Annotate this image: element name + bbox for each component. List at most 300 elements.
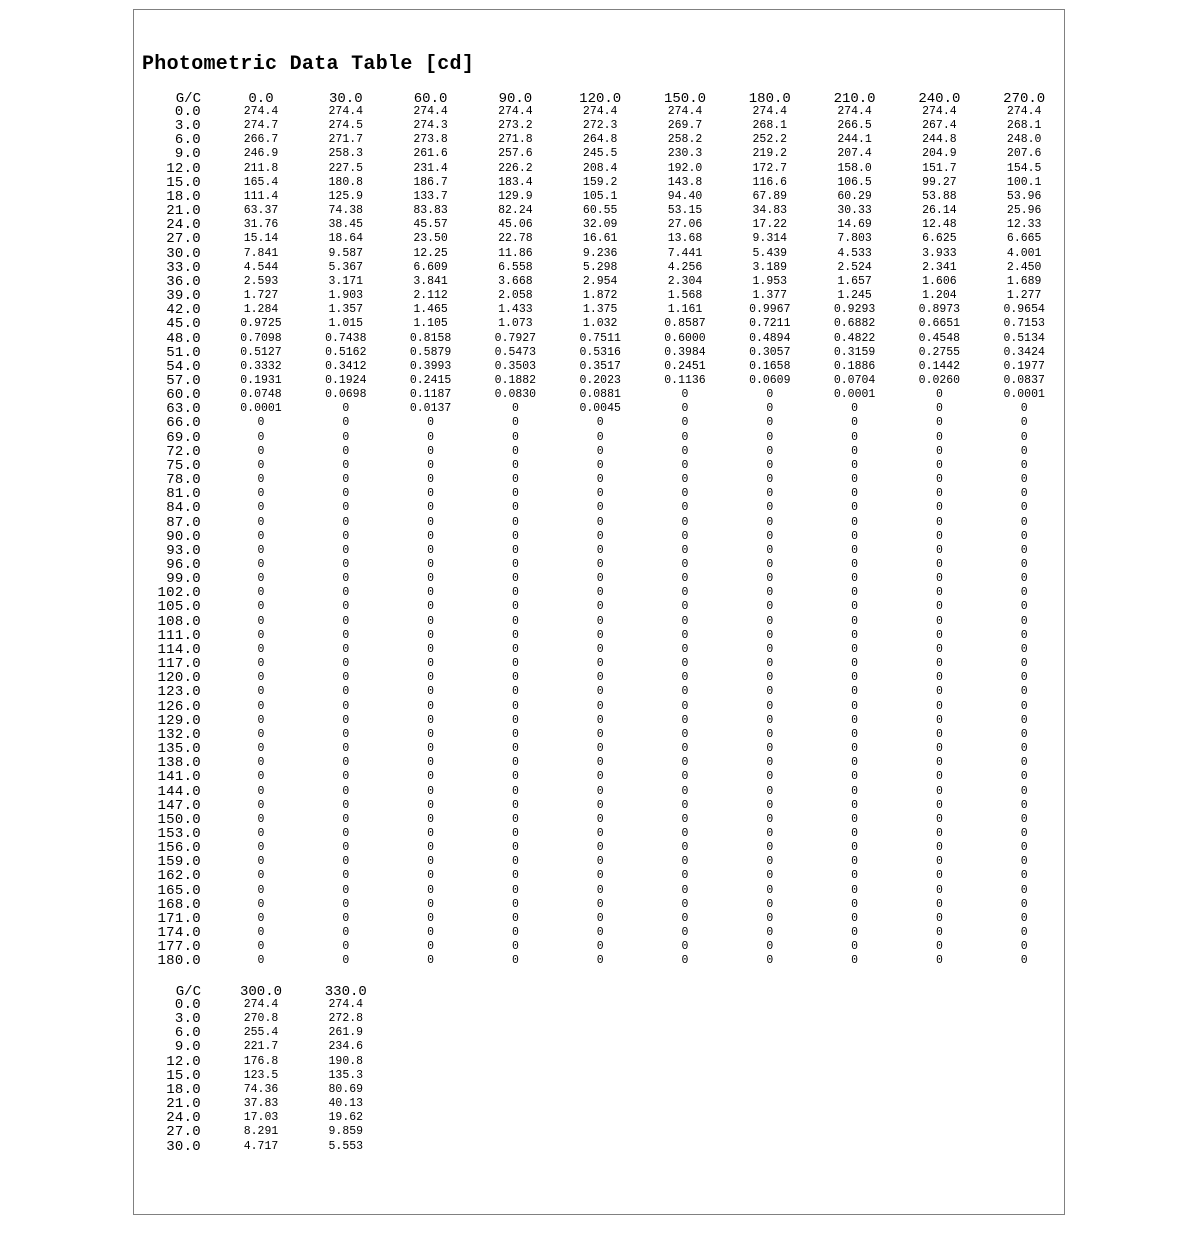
intensity-value: 0 bbox=[935, 543, 943, 557]
gc-header: G/C bbox=[175, 91, 201, 107]
intensity-value: 273.2 bbox=[498, 119, 533, 133]
intensity-value: 0 bbox=[851, 628, 859, 642]
intensity-value: 0 bbox=[257, 501, 265, 515]
intensity-value: 0 bbox=[851, 586, 859, 600]
gamma-label: 12.0 bbox=[166, 1053, 201, 1070]
intensity-value: 0 bbox=[596, 897, 604, 911]
intensity-value: 0 bbox=[1020, 558, 1028, 571]
intensity-value: 244.1 bbox=[837, 133, 872, 147]
c-plane-header: 270.0 bbox=[1003, 91, 1046, 107]
intensity-value: 0 bbox=[1020, 628, 1028, 642]
intensity-value: 37.83 bbox=[243, 1097, 279, 1111]
intensity-value: 13.68 bbox=[667, 232, 703, 246]
intensity-value: 248.0 bbox=[1006, 133, 1042, 147]
intensity-value: 0 bbox=[257, 883, 265, 897]
intensity-value: 0 bbox=[342, 558, 350, 571]
intensity-value: 18.64 bbox=[328, 232, 364, 246]
intensity-value: 1.689 bbox=[1006, 274, 1042, 288]
intensity-value: 0 bbox=[935, 430, 943, 444]
intensity-value: 0 bbox=[511, 798, 519, 812]
intensity-value: 1.015 bbox=[328, 317, 364, 331]
intensity-value: 0 bbox=[427, 543, 435, 557]
c-plane-header: 60.0 bbox=[413, 91, 448, 107]
intensity-value: 0 bbox=[596, 798, 604, 812]
intensity-value: 0 bbox=[766, 940, 774, 954]
gamma-label: 45.0 bbox=[166, 316, 201, 333]
c-plane-column bbox=[984, 91, 1064, 969]
intensity-value: 2.450 bbox=[1006, 260, 1042, 274]
intensity-value: 0 bbox=[342, 642, 350, 656]
intensity-value: 0 bbox=[342, 798, 350, 812]
intensity-value: 0 bbox=[681, 458, 689, 472]
intensity-value: 0 bbox=[257, 699, 265, 713]
gamma-label: 36.0 bbox=[166, 273, 201, 290]
intensity-value: 2.593 bbox=[243, 274, 279, 288]
intensity-value: 0 bbox=[851, 600, 859, 614]
intensity-value: 0.3984 bbox=[664, 345, 706, 359]
intensity-value: 0 bbox=[851, 926, 859, 940]
gamma-column bbox=[141, 91, 201, 970]
intensity-value: 1.357 bbox=[328, 303, 364, 317]
intensity-value: 0 bbox=[766, 416, 774, 430]
intensity-value: 0 bbox=[935, 628, 943, 642]
intensity-value: 0 bbox=[427, 501, 435, 515]
intensity-value: 0.2023 bbox=[579, 373, 621, 387]
intensity-value: 234.6 bbox=[328, 1040, 364, 1054]
intensity-value: 0 bbox=[427, 515, 435, 529]
intensity-value: 0 bbox=[257, 940, 265, 954]
intensity-value: 0 bbox=[935, 600, 943, 614]
intensity-value: 0 bbox=[511, 841, 519, 855]
intensity-value: 0 bbox=[851, 685, 859, 699]
intensity-value: 123.5 bbox=[243, 1068, 279, 1082]
intensity-value: 0.1442 bbox=[918, 359, 961, 373]
intensity-value: 0 bbox=[257, 770, 265, 784]
intensity-value: 0 bbox=[1020, 770, 1028, 784]
intensity-value: 1.245 bbox=[837, 289, 872, 303]
intensity-value: 0 bbox=[596, 458, 604, 472]
intensity-value: 0 bbox=[511, 586, 519, 600]
intensity-value: 9.314 bbox=[752, 232, 788, 246]
intensity-value: 11.86 bbox=[498, 246, 533, 260]
intensity-value: 8.291 bbox=[243, 1125, 279, 1139]
intensity-value: 0 bbox=[851, 954, 859, 968]
intensity-value: 0 bbox=[935, 699, 943, 713]
intensity-value: 2.058 bbox=[498, 289, 533, 303]
gamma-label: 54.0 bbox=[166, 358, 201, 375]
intensity-value: 0 bbox=[511, 713, 519, 727]
intensity-value: 0 bbox=[257, 558, 265, 571]
intensity-value: 0 bbox=[596, 614, 604, 628]
intensity-value: 3.668 bbox=[498, 274, 533, 288]
gamma-label: 180.0 bbox=[157, 953, 201, 970]
intensity-value: 0 bbox=[342, 699, 350, 713]
intensity-value: 0 bbox=[935, 855, 943, 869]
gamma-label: 24.0 bbox=[166, 1110, 201, 1127]
intensity-value: 0 bbox=[935, 841, 943, 855]
gamma-column bbox=[141, 984, 201, 1155]
intensity-value: 0 bbox=[427, 855, 435, 869]
intensity-value: 186.7 bbox=[413, 175, 448, 189]
intensity-value: 32.09 bbox=[582, 218, 618, 232]
intensity-value: 272.3 bbox=[582, 119, 618, 133]
intensity-value: 0.0881 bbox=[579, 388, 621, 402]
intensity-value: 0 bbox=[851, 855, 859, 869]
intensity-value: 0 bbox=[427, 954, 435, 968]
intensity-value: 0 bbox=[766, 388, 774, 402]
intensity-value: 3.841 bbox=[413, 274, 448, 288]
intensity-value: 0.1882 bbox=[494, 373, 537, 387]
intensity-value: 0 bbox=[257, 897, 265, 911]
intensity-value: 0 bbox=[681, 826, 689, 840]
intensity-value: 19.62 bbox=[328, 1111, 364, 1125]
gamma-label: 165.0 bbox=[157, 882, 201, 899]
gamma-label: 147.0 bbox=[157, 797, 201, 814]
gamma-label: 30.0 bbox=[166, 1138, 201, 1155]
intensity-value: 0 bbox=[935, 487, 943, 501]
intensity-value: 0 bbox=[427, 642, 435, 656]
intensity-value: 0.0837 bbox=[1003, 373, 1045, 387]
intensity-value: 0 bbox=[257, 826, 265, 840]
intensity-value: 0 bbox=[681, 388, 689, 402]
intensity-value: 26.14 bbox=[922, 204, 957, 218]
intensity-value: 0 bbox=[511, 911, 519, 925]
intensity-value: 17.03 bbox=[243, 1111, 279, 1125]
intensity-value: 60.29 bbox=[837, 189, 872, 203]
intensity-value: 0 bbox=[427, 713, 435, 727]
intensity-value: 0 bbox=[681, 911, 689, 925]
intensity-value: 1.657 bbox=[837, 274, 872, 288]
intensity-value: 0 bbox=[342, 402, 350, 416]
intensity-value: 0 bbox=[342, 671, 350, 685]
intensity-value: 0 bbox=[511, 543, 519, 557]
intensity-value: 3.171 bbox=[328, 274, 364, 288]
intensity-value: 0 bbox=[851, 742, 859, 756]
intensity-value: 255.4 bbox=[243, 1026, 279, 1040]
intensity-value: 1.032 bbox=[582, 317, 618, 331]
intensity-value: 7.803 bbox=[837, 232, 872, 246]
c-plane-header: 0.0 bbox=[248, 91, 274, 107]
intensity-value: 0 bbox=[1020, 756, 1028, 770]
intensity-value: 1.073 bbox=[498, 317, 533, 331]
c-plane-header: 180.0 bbox=[748, 91, 791, 107]
intensity-value: 0 bbox=[851, 784, 859, 798]
intensity-value: 0 bbox=[257, 926, 265, 940]
intensity-value: 0.1931 bbox=[240, 373, 282, 387]
intensity-value: 0 bbox=[766, 473, 774, 487]
intensity-value: 2.954 bbox=[582, 274, 618, 288]
intensity-value: 0 bbox=[596, 742, 604, 756]
intensity-value: 266.5 bbox=[837, 119, 872, 133]
intensity-value: 0 bbox=[1020, 897, 1028, 911]
intensity-value: 0 bbox=[681, 642, 689, 656]
gc-header: G/C bbox=[175, 984, 201, 1000]
intensity-value: 1.277 bbox=[1006, 289, 1042, 303]
c-plane-header: 150.0 bbox=[663, 91, 706, 107]
intensity-value: 0 bbox=[851, 770, 859, 784]
gamma-label: 81.0 bbox=[166, 486, 201, 503]
intensity-value: 0 bbox=[596, 855, 604, 869]
intensity-value: 261.6 bbox=[413, 147, 448, 161]
intensity-value: 4.533 bbox=[837, 246, 872, 260]
intensity-value: 0 bbox=[511, 416, 519, 430]
intensity-value: 0.0137 bbox=[409, 402, 452, 416]
intensity-value: 204.9 bbox=[922, 147, 957, 161]
intensity-value: 0 bbox=[342, 416, 350, 430]
intensity-value: 0.9654 bbox=[1003, 303, 1045, 317]
intensity-value: 0.7927 bbox=[494, 331, 537, 345]
intensity-value: 0 bbox=[427, 756, 435, 770]
intensity-value: 0 bbox=[596, 642, 604, 656]
intensity-value: 192.0 bbox=[667, 161, 703, 175]
intensity-value: 0 bbox=[342, 869, 350, 883]
intensity-value: 0 bbox=[511, 657, 519, 671]
gamma-label: 6.0 bbox=[174, 1025, 201, 1042]
intensity-value: 0 bbox=[257, 586, 265, 600]
intensity-value: 0.3517 bbox=[579, 359, 621, 373]
intensity-value: 0 bbox=[257, 473, 265, 487]
intensity-value: 0.2755 bbox=[918, 345, 961, 359]
intensity-value: 0 bbox=[342, 572, 350, 586]
intensity-value: 100.1 bbox=[1006, 175, 1042, 189]
intensity-value: 0.3424 bbox=[1003, 345, 1045, 359]
intensity-value: 165.4 bbox=[243, 175, 279, 189]
intensity-value: 272.8 bbox=[328, 1012, 364, 1026]
intensity-value: 0 bbox=[257, 572, 265, 586]
gamma-label: 0.0 bbox=[174, 997, 201, 1013]
intensity-value: 0 bbox=[596, 416, 604, 430]
gamma-label: 87.0 bbox=[166, 514, 201, 531]
intensity-value: 6.665 bbox=[1006, 232, 1042, 246]
intensity-value: 0 bbox=[427, 841, 435, 855]
intensity-value: 0 bbox=[1020, 798, 1028, 812]
intensity-value: 246.9 bbox=[243, 147, 279, 161]
intensity-value: 273.8 bbox=[413, 133, 448, 147]
intensity-value: 0 bbox=[257, 841, 265, 855]
intensity-value: 0 bbox=[257, 855, 265, 869]
intensity-value: 0 bbox=[427, 826, 435, 840]
intensity-value: 0 bbox=[511, 926, 519, 940]
intensity-value: 0.4548 bbox=[918, 331, 961, 345]
intensity-value: 0.6882 bbox=[833, 317, 876, 331]
intensity-value: 0 bbox=[257, 487, 265, 501]
intensity-value: 264.8 bbox=[582, 133, 618, 147]
intensity-value: 0 bbox=[766, 657, 774, 671]
intensity-value: 0 bbox=[511, 529, 519, 543]
intensity-value: 0 bbox=[596, 572, 604, 586]
intensity-value: 0 bbox=[766, 642, 774, 656]
intensity-value: 1.433 bbox=[498, 303, 533, 317]
intensity-value: 0 bbox=[766, 515, 774, 529]
intensity-value: 0 bbox=[681, 713, 689, 727]
intensity-value: 274.4 bbox=[328, 105, 364, 118]
intensity-value: 0 bbox=[596, 558, 604, 571]
gamma-label: 108.0 bbox=[157, 613, 201, 630]
intensity-value: 0.8158 bbox=[409, 331, 452, 345]
intensity-value: 0 bbox=[1020, 458, 1028, 472]
intensity-value: 0 bbox=[681, 742, 689, 756]
intensity-value: 0 bbox=[511, 756, 519, 770]
intensity-value: 0 bbox=[1020, 685, 1028, 699]
intensity-value: 0 bbox=[851, 911, 859, 925]
intensity-value: 0 bbox=[935, 501, 943, 515]
intensity-value: 0.5473 bbox=[494, 345, 537, 359]
intensity-value: 0 bbox=[257, 727, 265, 741]
gamma-label: 90.0 bbox=[166, 528, 201, 545]
c-plane-column bbox=[730, 91, 810, 969]
intensity-value: 268.1 bbox=[1006, 119, 1042, 133]
gamma-label: 159.0 bbox=[157, 854, 201, 871]
intensity-value: 5.553 bbox=[328, 1139, 364, 1153]
intensity-value: 0 bbox=[257, 458, 265, 472]
gamma-label: 171.0 bbox=[157, 910, 201, 927]
gamma-label: 12.0 bbox=[166, 160, 201, 177]
intensity-value: 0 bbox=[427, 430, 435, 444]
intensity-value: 0 bbox=[257, 869, 265, 883]
intensity-value: 0 bbox=[511, 671, 519, 685]
intensity-value: 0 bbox=[1020, 572, 1028, 586]
c-plane-column bbox=[815, 91, 895, 969]
intensity-value: 0 bbox=[342, 841, 350, 855]
intensity-value: 0 bbox=[1020, 926, 1028, 940]
intensity-value: 0 bbox=[1020, 600, 1028, 614]
intensity-value: 0 bbox=[766, 812, 774, 826]
intensity-value: 226.2 bbox=[498, 161, 533, 175]
gamma-label: 78.0 bbox=[166, 472, 201, 489]
intensity-value: 0.0609 bbox=[749, 373, 791, 387]
c-plane-header: 210.0 bbox=[833, 91, 876, 107]
intensity-value: 274.3 bbox=[413, 119, 448, 133]
intensity-value: 0 bbox=[427, 742, 435, 756]
gamma-label: 30.0 bbox=[166, 245, 201, 262]
intensity-value: 0 bbox=[935, 402, 943, 416]
intensity-value: 0 bbox=[427, 671, 435, 685]
intensity-value: 0 bbox=[427, 869, 435, 883]
intensity-value: 0.6651 bbox=[918, 317, 961, 331]
intensity-value: 151.7 bbox=[922, 161, 957, 175]
intensity-value: 0 bbox=[851, 642, 859, 656]
intensity-value: 0 bbox=[511, 954, 519, 968]
gamma-label: 18.0 bbox=[166, 188, 201, 205]
intensity-value: 258.2 bbox=[667, 133, 703, 147]
intensity-value: 0.9293 bbox=[833, 303, 876, 317]
intensity-value: 0.3503 bbox=[494, 359, 537, 373]
intensity-value: 4.256 bbox=[667, 260, 703, 274]
intensity-value: 0 bbox=[342, 628, 350, 642]
intensity-value: 0 bbox=[851, 826, 859, 840]
intensity-value: 0 bbox=[342, 600, 350, 614]
intensity-value: 0 bbox=[511, 473, 519, 487]
intensity-value: 0 bbox=[681, 685, 689, 699]
intensity-value: 5.439 bbox=[752, 246, 788, 260]
intensity-value: 0 bbox=[596, 600, 604, 614]
intensity-value: 0 bbox=[851, 572, 859, 586]
intensity-value: 0 bbox=[851, 727, 859, 741]
intensity-value: 0 bbox=[596, 784, 604, 798]
intensity-value: 0 bbox=[596, 444, 604, 458]
intensity-value: 0 bbox=[257, 812, 265, 826]
intensity-value: 0 bbox=[596, 501, 604, 515]
intensity-value: 60.55 bbox=[582, 204, 618, 218]
intensity-value: 0 bbox=[427, 444, 435, 458]
gamma-label: 6.0 bbox=[174, 132, 201, 149]
intensity-value: 0 bbox=[851, 430, 859, 444]
intensity-value: 14.69 bbox=[837, 218, 872, 232]
gamma-label: 21.0 bbox=[166, 1096, 201, 1113]
intensity-value: 0 bbox=[851, 869, 859, 883]
intensity-value: 25.96 bbox=[1006, 204, 1042, 218]
intensity-value: 0 bbox=[851, 444, 859, 458]
intensity-value: 3.189 bbox=[752, 260, 788, 274]
intensity-value: 0 bbox=[766, 727, 774, 741]
intensity-value: 0.0001 bbox=[240, 402, 282, 416]
intensity-value: 0 bbox=[851, 812, 859, 826]
gamma-label: 27.0 bbox=[166, 231, 201, 248]
intensity-value: 0 bbox=[851, 671, 859, 685]
gamma-label: 96.0 bbox=[166, 557, 201, 573]
intensity-value: 0 bbox=[511, 742, 519, 756]
intensity-value: 1.727 bbox=[243, 289, 279, 303]
intensity-value: 0 bbox=[851, 798, 859, 812]
intensity-value: 0.0260 bbox=[918, 373, 961, 387]
intensity-value: 0 bbox=[1020, 671, 1028, 685]
c-plane-column bbox=[221, 984, 301, 1154]
intensity-value: 0 bbox=[851, 458, 859, 472]
intensity-value: 0 bbox=[511, 685, 519, 699]
intensity-value: 0 bbox=[596, 515, 604, 529]
intensity-value: 45.57 bbox=[413, 218, 448, 232]
intensity-value: 38.45 bbox=[328, 218, 364, 232]
gamma-label: 21.0 bbox=[166, 203, 201, 220]
intensity-value: 0 bbox=[511, 784, 519, 798]
gamma-label: 126.0 bbox=[157, 698, 201, 715]
gamma-label: 51.0 bbox=[166, 344, 201, 361]
intensity-value: 1.161 bbox=[667, 303, 703, 317]
intensity-value: 0 bbox=[681, 812, 689, 826]
gamma-label: 63.0 bbox=[166, 401, 201, 418]
intensity-value: 143.8 bbox=[667, 175, 703, 189]
intensity-value: 0 bbox=[427, 685, 435, 699]
intensity-value: 0 bbox=[257, 742, 265, 756]
intensity-value: 0 bbox=[766, 883, 774, 897]
gamma-label: 9.0 bbox=[174, 146, 201, 163]
intensity-value: 274.4 bbox=[667, 105, 703, 118]
gamma-label: 15.0 bbox=[166, 174, 201, 191]
intensity-value: 274.4 bbox=[922, 105, 957, 118]
intensity-value: 34.83 bbox=[752, 204, 788, 218]
intensity-value: 9.236 bbox=[582, 246, 618, 260]
intensity-value: 0 bbox=[766, 614, 774, 628]
intensity-value: 0 bbox=[511, 558, 519, 571]
intensity-value: 0 bbox=[342, 685, 350, 699]
intensity-value: 0.2451 bbox=[664, 359, 706, 373]
intensity-value: 0.3332 bbox=[240, 359, 282, 373]
intensity-value: 0 bbox=[511, 727, 519, 741]
intensity-value: 219.2 bbox=[752, 147, 788, 161]
page-title: Photometric Data Table [cd] bbox=[142, 53, 475, 76]
intensity-value: 0 bbox=[681, 444, 689, 458]
intensity-value: 0 bbox=[935, 770, 943, 784]
intensity-value: 0 bbox=[257, 416, 265, 430]
intensity-value: 27.06 bbox=[667, 218, 703, 232]
intensity-value: 74.38 bbox=[328, 204, 364, 218]
c-plane-column bbox=[391, 91, 471, 969]
intensity-value: 0 bbox=[681, 402, 689, 416]
intensity-value: 0 bbox=[851, 614, 859, 628]
intensity-value: 0 bbox=[342, 529, 350, 543]
intensity-value: 274.4 bbox=[752, 105, 788, 118]
intensity-value: 0 bbox=[935, 515, 943, 529]
